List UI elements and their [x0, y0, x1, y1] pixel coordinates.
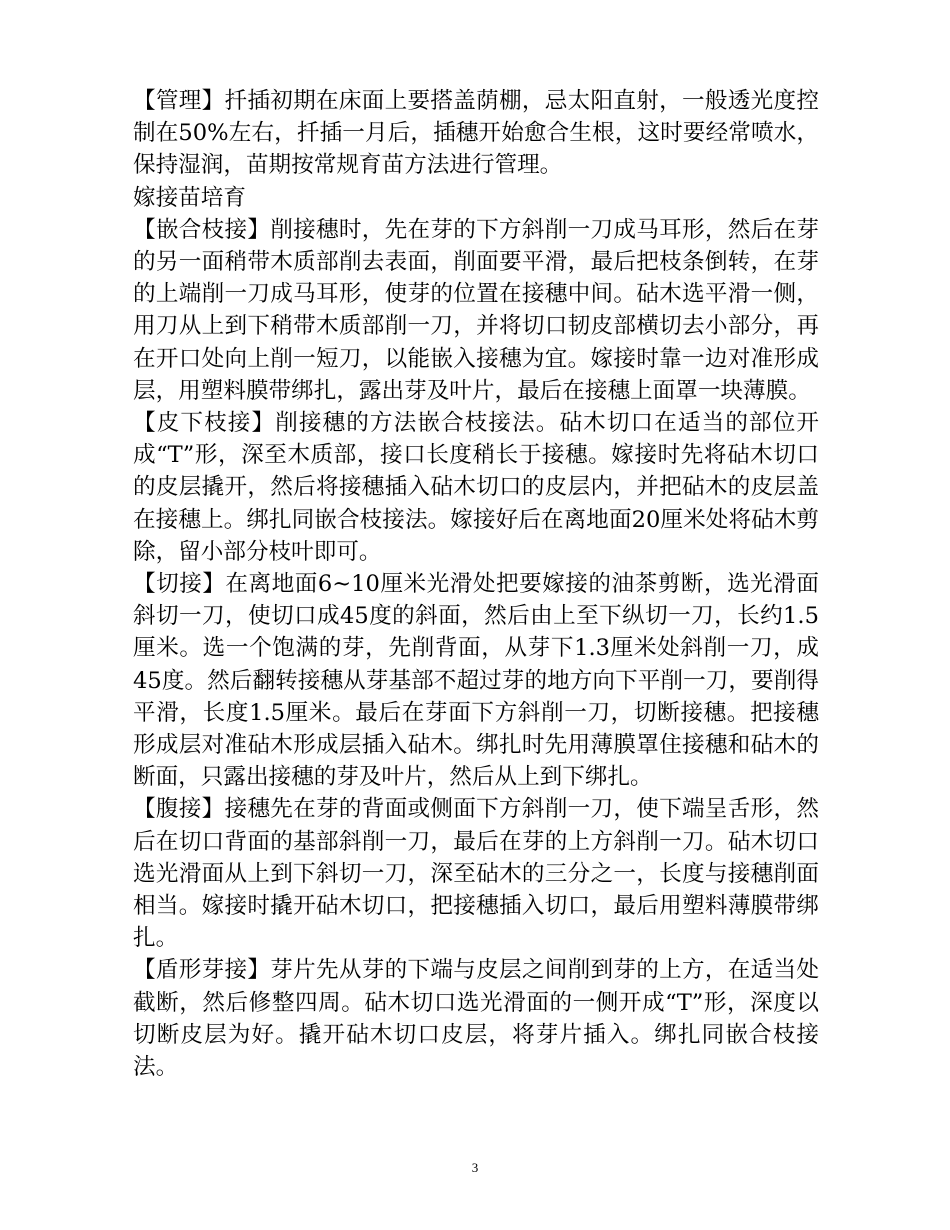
paragraph-management: 【管理】扦插初期在床面上要搭盖荫棚，忌太阳直射，一般透光度控制在50%左右，扦插一月后，插穗开始愈合生根，这时要经常喷水，保持湿润，苗期按常规育苗方法进行管理。 [133, 88, 819, 179]
paragraph-cleft-grafting: 【切接】在离地面6~10厘米光滑处把要嫁接的油茶剪断，选光滑面斜切一刀，使切口成45度的斜面，然后由上至下纵切一刀，长约1.5厘米。选一个饱满的芽，先削背面，从芽下1.3厘米处斜削一刀，成45度。然后翻转接穗从芽基部不超过芽的地方向下平削一刀，要削得平滑，长度1.5厘米。最后在芽面下方斜削一刀，切断接穗。把接穗形成层对准砧木形成层插入砧木。绑扎时先用薄膜罩住接穗和砧木的断面，只露出接穗的芽及叶片，然后从上到下绑扎。 [133, 571, 819, 791]
paragraph-inlay-grafting: 【嵌合枝接】削接穗时，先在芽的下方斜削一刀成马耳形，然后在芽的另一面稍带木质部削去表面，削面要平滑，最后把枝条倒转，在芽的上端削一刀成马耳形，使芽的位置在接穗中间。砧木选平滑一侧，用刀从上到下稍带木质部削一刀，并将切口韧皮部横切去小部分，再在开口处向上削一短刀，以能嵌入接穗为宜。嫁接时靠一边对准形成层，用塑料膜带绑扎，露出芽及叶片，最后在接穗上面罩一块薄膜。 [133, 216, 819, 404]
paragraph-shield-budding: 【盾形芽接】芽片先从芽的下端与皮层之间削到芽的上方，在适当处截断，然后修整四周。砧木切口选光滑面的一侧开成“T”形，深度以切断皮层为好。撬开砧木切口皮层，将芽片插入。绑扎同嵌合枝接法。 [133, 957, 819, 1081]
paragraph-bark-grafting: 【皮下枝接】削接穗的方法嵌合枝接法。砧木切口在适当的部位开成“T”形，深至木质部，接口长度稍长于接穗。嫁接时先将砧木切口的皮层撬开，然后将接穗插入砧木切口的皮层内，并把砧木的皮层盖在接穗上。绑扎同嵌合枝接法。嫁接好后在离地面20厘米处将砧木剪除，留小部分枝叶即可。 [133, 410, 819, 565]
document-body [133, 85, 819, 1083]
paragraph-side-grafting: 【腹接】接穗先在芽的背面或侧面下方斜削一刀，使下端呈舌形，然后在切口背面的基部斜削一刀，最后在芽的上方斜削一刀。砧木切口选光滑面从上到下斜切一刀，深至砧木的三分之一，长度与接穗削面相当。嫁接时撬开砧木切口，把接穗插入切口，最后用塑料薄膜带绑扎。 [133, 796, 819, 952]
section-heading-grafting: 嫁接苗培育 [133, 184, 246, 211]
page-number: 3 [471, 1160, 479, 1175]
